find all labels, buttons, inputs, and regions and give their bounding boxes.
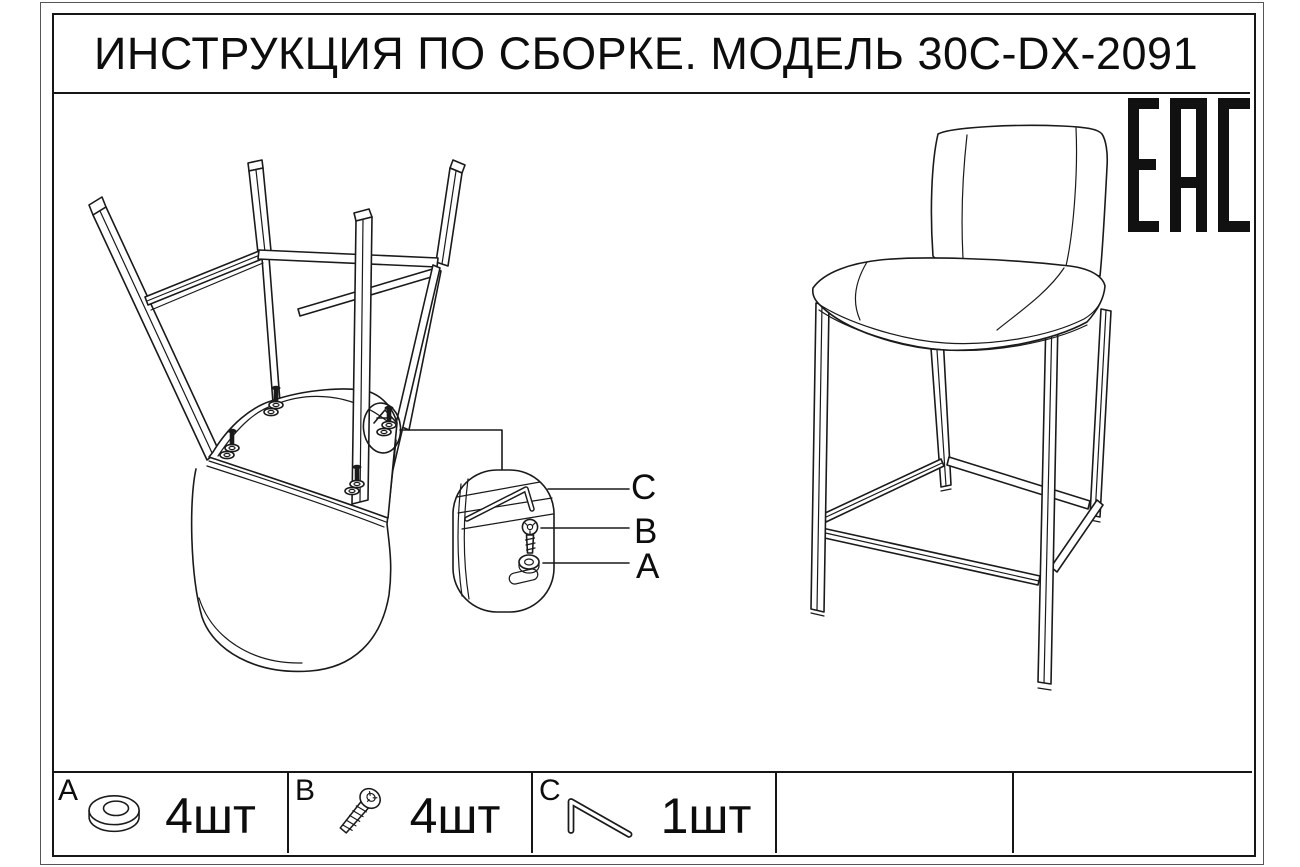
parts-table (52, 771, 1252, 853)
part-qty: 4шт (165, 788, 256, 844)
assembly-drawing (54, 96, 1250, 771)
callout-label-b: B (634, 512, 658, 551)
part-letter: A (58, 774, 79, 807)
assembled-stool-drawing (811, 125, 1111, 690)
eac-mark-icon (1128, 98, 1250, 232)
detail-leader-line (400, 430, 502, 471)
callout-label-c: C (631, 468, 657, 507)
parts-cell-empty-1 (777, 773, 1014, 853)
title-bar (54, 15, 1250, 94)
parts-cell-a (52, 773, 289, 853)
part-qty: 1шт (660, 788, 752, 844)
part-qty: 4шт (409, 788, 501, 844)
detail-callout-bubble (453, 470, 629, 612)
screw-icon (320, 783, 394, 849)
page-title: ИНСТРУКЦИЯ ПО СБОРКЕ. МОДЕЛЬ 30C-DX-2091 (94, 27, 1199, 79)
parts-cell-c (533, 773, 777, 853)
inverted-stool-drawing (89, 160, 502, 671)
parts-cell-empty-2 (1014, 773, 1250, 853)
callout-label-a: A (636, 547, 660, 586)
parts-cell-b (289, 773, 533, 853)
part-letter: C (539, 774, 561, 807)
part-letter: B (295, 774, 316, 807)
hex-key-icon (557, 786, 645, 846)
washer-icon (83, 791, 149, 841)
